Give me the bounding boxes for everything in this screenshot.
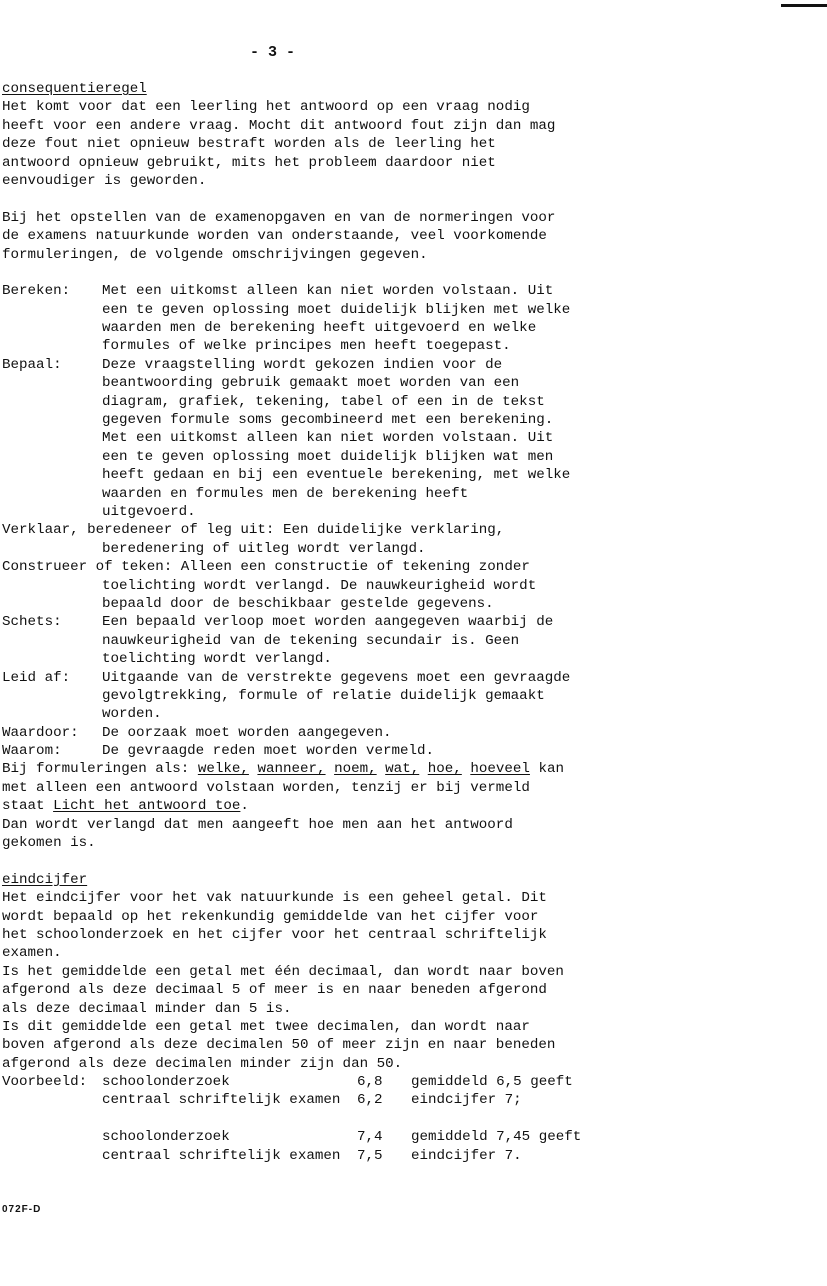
example-row [2, 1073, 822, 1091]
definition-text: Uitgaande van de verstrekte gegevens moet een gevraagde [102, 669, 571, 686]
definition-continuation: een te geven oplossing moet duidelijk blijken wat men [102, 448, 554, 465]
definition-continuation: diagram, grafiek, tekening, tabel of een in de tekst [102, 393, 545, 410]
definition-continuation: bepaald door de beschikbaar gestelde gegevens. [102, 595, 494, 612]
definition-continuation: nauwkeurigheid van de tekening secundair is. Geen [102, 632, 520, 649]
keyword: wanneer, [257, 761, 326, 778]
example-value: 6,8 [357, 1074, 383, 1091]
paragraph-line: formuleringen, de volgende omschrijvingen gegeven. [2, 246, 428, 263]
blank-line [2, 1110, 822, 1128]
definition-line [2, 724, 822, 742]
definition-continuation: gevolgtrekking, formule of relatie duidelijk gemaakt [102, 687, 545, 704]
example-name: schoolonderzoek [102, 1129, 230, 1146]
space [377, 761, 386, 777]
definition-term: Schets: [2, 614, 62, 631]
blank-line [2, 190, 822, 208]
paragraph-line: het schoolonderzoek en het cijfer voor het centraal schriftelijk [2, 926, 547, 943]
definition-text: De oorzaak moet worden aangegeven. [102, 724, 392, 741]
definition-continuation: beredenering of uitleg wordt verlangd. [102, 540, 426, 557]
space [419, 761, 428, 777]
example-name: centraal schriftelijk examen [102, 1092, 341, 1109]
definition-line [2, 521, 822, 539]
paragraph-line: examen. [2, 945, 62, 962]
example-name: schoolonderzoek [102, 1074, 230, 1091]
text: staat [2, 798, 54, 815]
definition-continuation: toelichting wordt verlangd. De nauwkeurigheid wordt [102, 577, 537, 594]
keyword: welke, [197, 761, 249, 778]
section-heading-line [2, 80, 822, 98]
definition-line [2, 742, 822, 760]
definition-continuation: heeft gedaan en bij een eventuele berekening, met welke [102, 467, 571, 484]
definition-line [2, 356, 822, 374]
section-heading: eindcijfer [2, 871, 88, 888]
paragraph-line: heeft voor een andere vraag. Mocht dit antwoord fout zijn dan mag [2, 117, 556, 134]
formuleringen-line [2, 760, 822, 778]
example-value: 7,5 [357, 1147, 383, 1164]
paragraph-line: Bij het opstellen van de examenopgaven en van de normeringen voor [2, 209, 556, 226]
example-label: Voorbeeld: [2, 1074, 88, 1091]
blank-line [2, 852, 822, 870]
definition-continuation: worden. [102, 706, 162, 723]
section-heading: consequentieregel [2, 81, 147, 97]
definition-continuation: waarden en formules men de berekening heeft [102, 485, 469, 502]
definition-continuation: toelichting wordt verlangd. [102, 651, 332, 668]
paragraph-line: Dan wordt verlangd dat men aangeeft hoe men aan het antwoord [2, 816, 513, 833]
footer-code: 072F-D [2, 1204, 42, 1215]
space [326, 761, 335, 777]
definition-line [2, 613, 822, 631]
definition-term: Waardoor: [2, 724, 79, 741]
definition-term: Waarom: [2, 743, 62, 760]
section-heading-line [2, 871, 822, 889]
definition-continuation: een te geven oplossing moet duidelijk blijken met welke [102, 301, 571, 318]
paragraph-line: Is dit gemiddelde een getal met twee decimalen, dan wordt naar [2, 1018, 530, 1035]
example-row [2, 1091, 822, 1109]
example-value: 7,4 [357, 1129, 383, 1146]
paragraph-line: de examens natuurkunde worden van onderstaande, veel voorkomende [2, 228, 547, 245]
example-result: eindcijfer 7; [411, 1092, 522, 1109]
corner-mark [781, 4, 827, 7]
keyword: wat, [385, 761, 420, 778]
example-row [2, 1147, 822, 1165]
example-result: gemiddeld 6,5 geeft [411, 1074, 573, 1091]
definition-text: Een bepaald verloop moet worden aangegeven waarbij de [102, 614, 554, 631]
definition-continuation: gegeven formule soms gecombineerd met een berekening. [102, 412, 554, 429]
paragraph-line: met alleen een antwoord volstaan worden, tenzij er bij vermeld [2, 779, 530, 796]
keyword: hoeveel [470, 761, 530, 778]
blank-line [2, 264, 822, 282]
definition-text: Construeer of teken: Alleen een constructie of tekening zonder [2, 559, 530, 576]
formuleringen-prefix: Bij formuleringen als: [2, 761, 198, 778]
definition-line [2, 282, 822, 300]
text: . [240, 798, 249, 815]
example-result: gemiddeld 7,45 geeft [411, 1129, 582, 1146]
paragraph-line: als deze decimaal minder dan 5 is. [2, 1000, 292, 1017]
definition-text: Deze vraagstelling wordt gekozen indien voor de [102, 356, 503, 373]
definition-continuation: Met een uitkomst alleen kan niet worden volstaan. Uit [102, 430, 554, 447]
paragraph-line: gekomen is. [2, 835, 96, 852]
keyword: noem, [334, 761, 377, 778]
document-body [2, 80, 822, 1165]
paragraph-line: eenvoudiger is geworden. [2, 172, 207, 189]
page-number: - 3 - [250, 44, 296, 61]
paragraph-line: Het eindcijfer voor het vak natuurkunde is een geheel getal. Dit [2, 890, 547, 907]
paragraph-line: afgerond als deze decimaal 5 of meer is en naar beneden afgerond [2, 982, 547, 999]
example-name: centraal schriftelijk examen [102, 1147, 341, 1164]
definition-continuation: waarden men de berekening heeft uitgevoerd en welke [102, 320, 537, 337]
formuleringen-suffix: kan [529, 761, 564, 778]
definition-continuation: uitgevoerd. [102, 503, 196, 520]
paragraph-line: deze fout niet opnieuw bestraft worden als de leerling het [2, 136, 496, 153]
keyword: hoe, [427, 761, 462, 778]
paragraph-line: wordt bepaald op het rekenkundig gemiddelde van het cijfer voor [2, 908, 539, 925]
paragraph-line [2, 797, 822, 815]
definition-line [2, 558, 822, 576]
underlined-phrase: Licht het antwoord toe [53, 798, 241, 815]
definition-term: Bepaal: [2, 356, 62, 373]
paragraph-line: antwoord opnieuw gebruikt, mits het probleem daardoor niet [2, 154, 496, 171]
definition-continuation: beantwoording gebruik gemaakt moet worden van een [102, 375, 520, 392]
definition-text: Verklaar, beredeneer of leg uit: Een duidelijke verklaring, [2, 522, 505, 539]
definition-term: Leid af: [2, 669, 71, 686]
paragraph-line: afgerond als deze decimalen minder zijn dan 50. [2, 1055, 403, 1072]
definition-line [2, 669, 822, 687]
paragraph-line: Het komt voor dat een leerling het antwoord op een vraag nodig [2, 99, 530, 116]
definition-term: Bereken: [2, 283, 71, 300]
example-value: 6,2 [357, 1092, 383, 1109]
example-row [2, 1128, 822, 1146]
definition-text: De gevraagde reden moet worden vermeld. [102, 743, 435, 760]
definition-text: Met een uitkomst alleen kan niet worden volstaan. Uit [102, 283, 554, 300]
paragraph-line: Is het gemiddelde een getal met één decimaal, dan wordt naar boven [2, 963, 564, 980]
definition-continuation: formules of welke principes men heeft toegepast. [102, 338, 511, 355]
example-result: eindcijfer 7. [411, 1147, 522, 1164]
paragraph-line: boven afgerond als deze decimalen 50 of meer zijn en naar beneden [2, 1037, 556, 1054]
